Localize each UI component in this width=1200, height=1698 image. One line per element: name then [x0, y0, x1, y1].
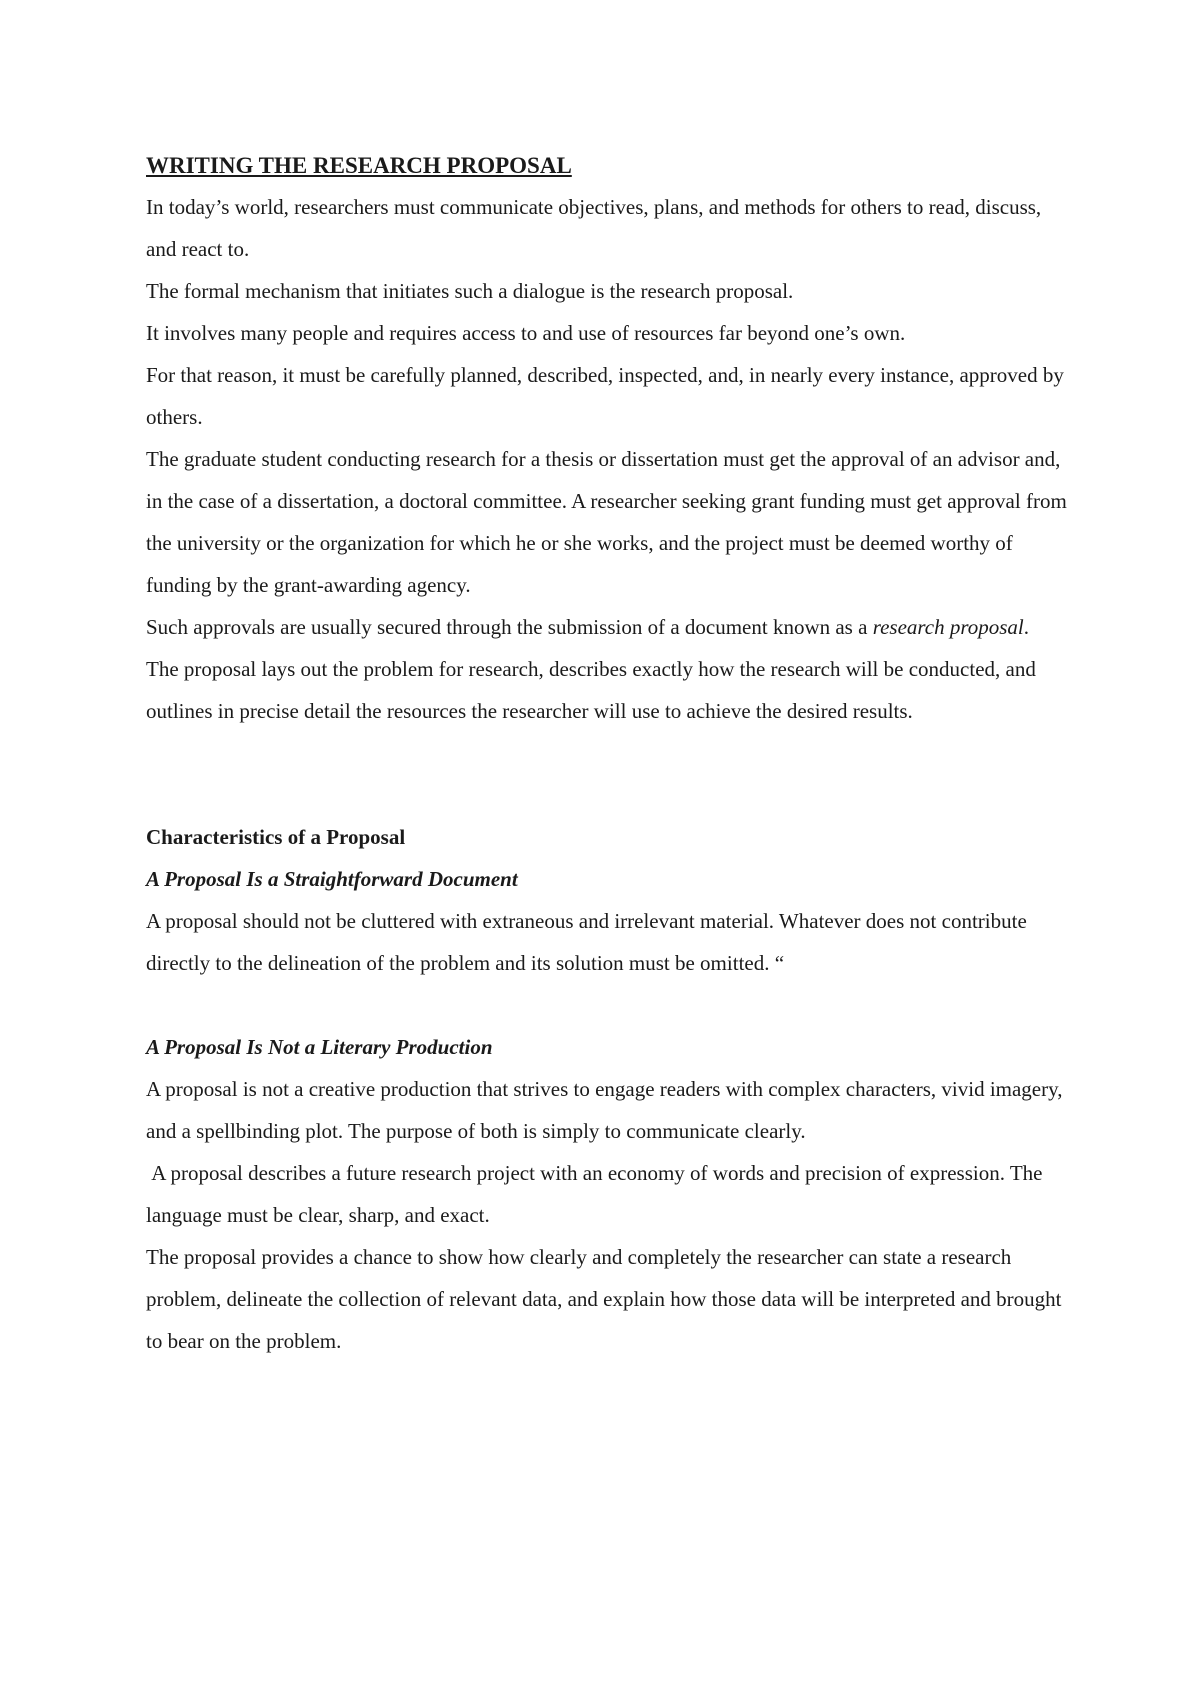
not-literary-paragraph-2: A proposal describes a future research project with an economy of words and precision of expression. The language must be clear, sharp, and exact. [146, 1161, 1048, 1227]
intro-paragraph-2: The formal mechanism that initiates such a dialogue is the research proposal. [146, 279, 794, 303]
research-proposal-term: research proposal [872, 615, 1024, 639]
section-spacer [146, 732, 1076, 816]
intro-paragraph-3: It involves many people and requires access to and use of resources far beyond one’s own. [146, 321, 906, 345]
subsection-spacer [146, 984, 1076, 1026]
document-page [146, 146, 1076, 1362]
approvals-paragraph [146, 606, 1076, 648]
intro-paragraph-4: For that reason, it must be carefully planned, described, inspected, and, in nearly every instance, approved by others. [146, 363, 1064, 429]
characteristics-heading: Characteristics of a Proposal [146, 825, 406, 849]
not-literary-paragraph-3: The proposal provides a chance to show how clearly and completely the researcher can state a research problem, delineate the collection of relevant data, and explain how those data will be interpreted and brought to bear on the problem. [146, 1245, 1062, 1353]
straightforward-paragraph: A proposal should not be cluttered with extraneous and irrelevant material. Whatever does not contribute directly to the delineation of the problem and its solution must be omitted. “ [146, 909, 1027, 975]
approvals-end: . [1023, 615, 1030, 639]
not-literary-paragraph-1: A proposal is not a creative production that strives to engage readers with complex characters, vivid imagery, and a spellbinding plot. The purpose of both is simply to communicate clearly. [146, 1077, 1063, 1143]
subheading-straightforward: A Proposal Is a Straightforward Document [146, 867, 518, 891]
approvals-text: Such approvals are usually secured through the submission of a document known as a [146, 615, 868, 639]
intro-paragraph-5: The graduate student conducting research for a thesis or dissertation must get the approval of an advisor and, in the case of a dissertation, a doctoral committee. A researcher seeking grant funding must get approval from the university or the organization for which he or she works, and the project must be deemed worthy of funding by the grant-awarding agency. [146, 447, 1067, 597]
intro-paragraph-1: In today’s world, researchers must communicate objectives, plans, and methods for others to read, discuss, and react to. [146, 195, 1042, 261]
subheading-not-literary: A Proposal Is Not a Literary Production [146, 1035, 493, 1059]
intro-paragraph-last: The proposal lays out the problem for research, describes exactly how the research will be conducted, and outlines in precise detail the resources the researcher will use to achieve the desired results. [146, 657, 1036, 723]
document-title: WRITING THE RESEARCH PROPOSAL [146, 153, 572, 178]
